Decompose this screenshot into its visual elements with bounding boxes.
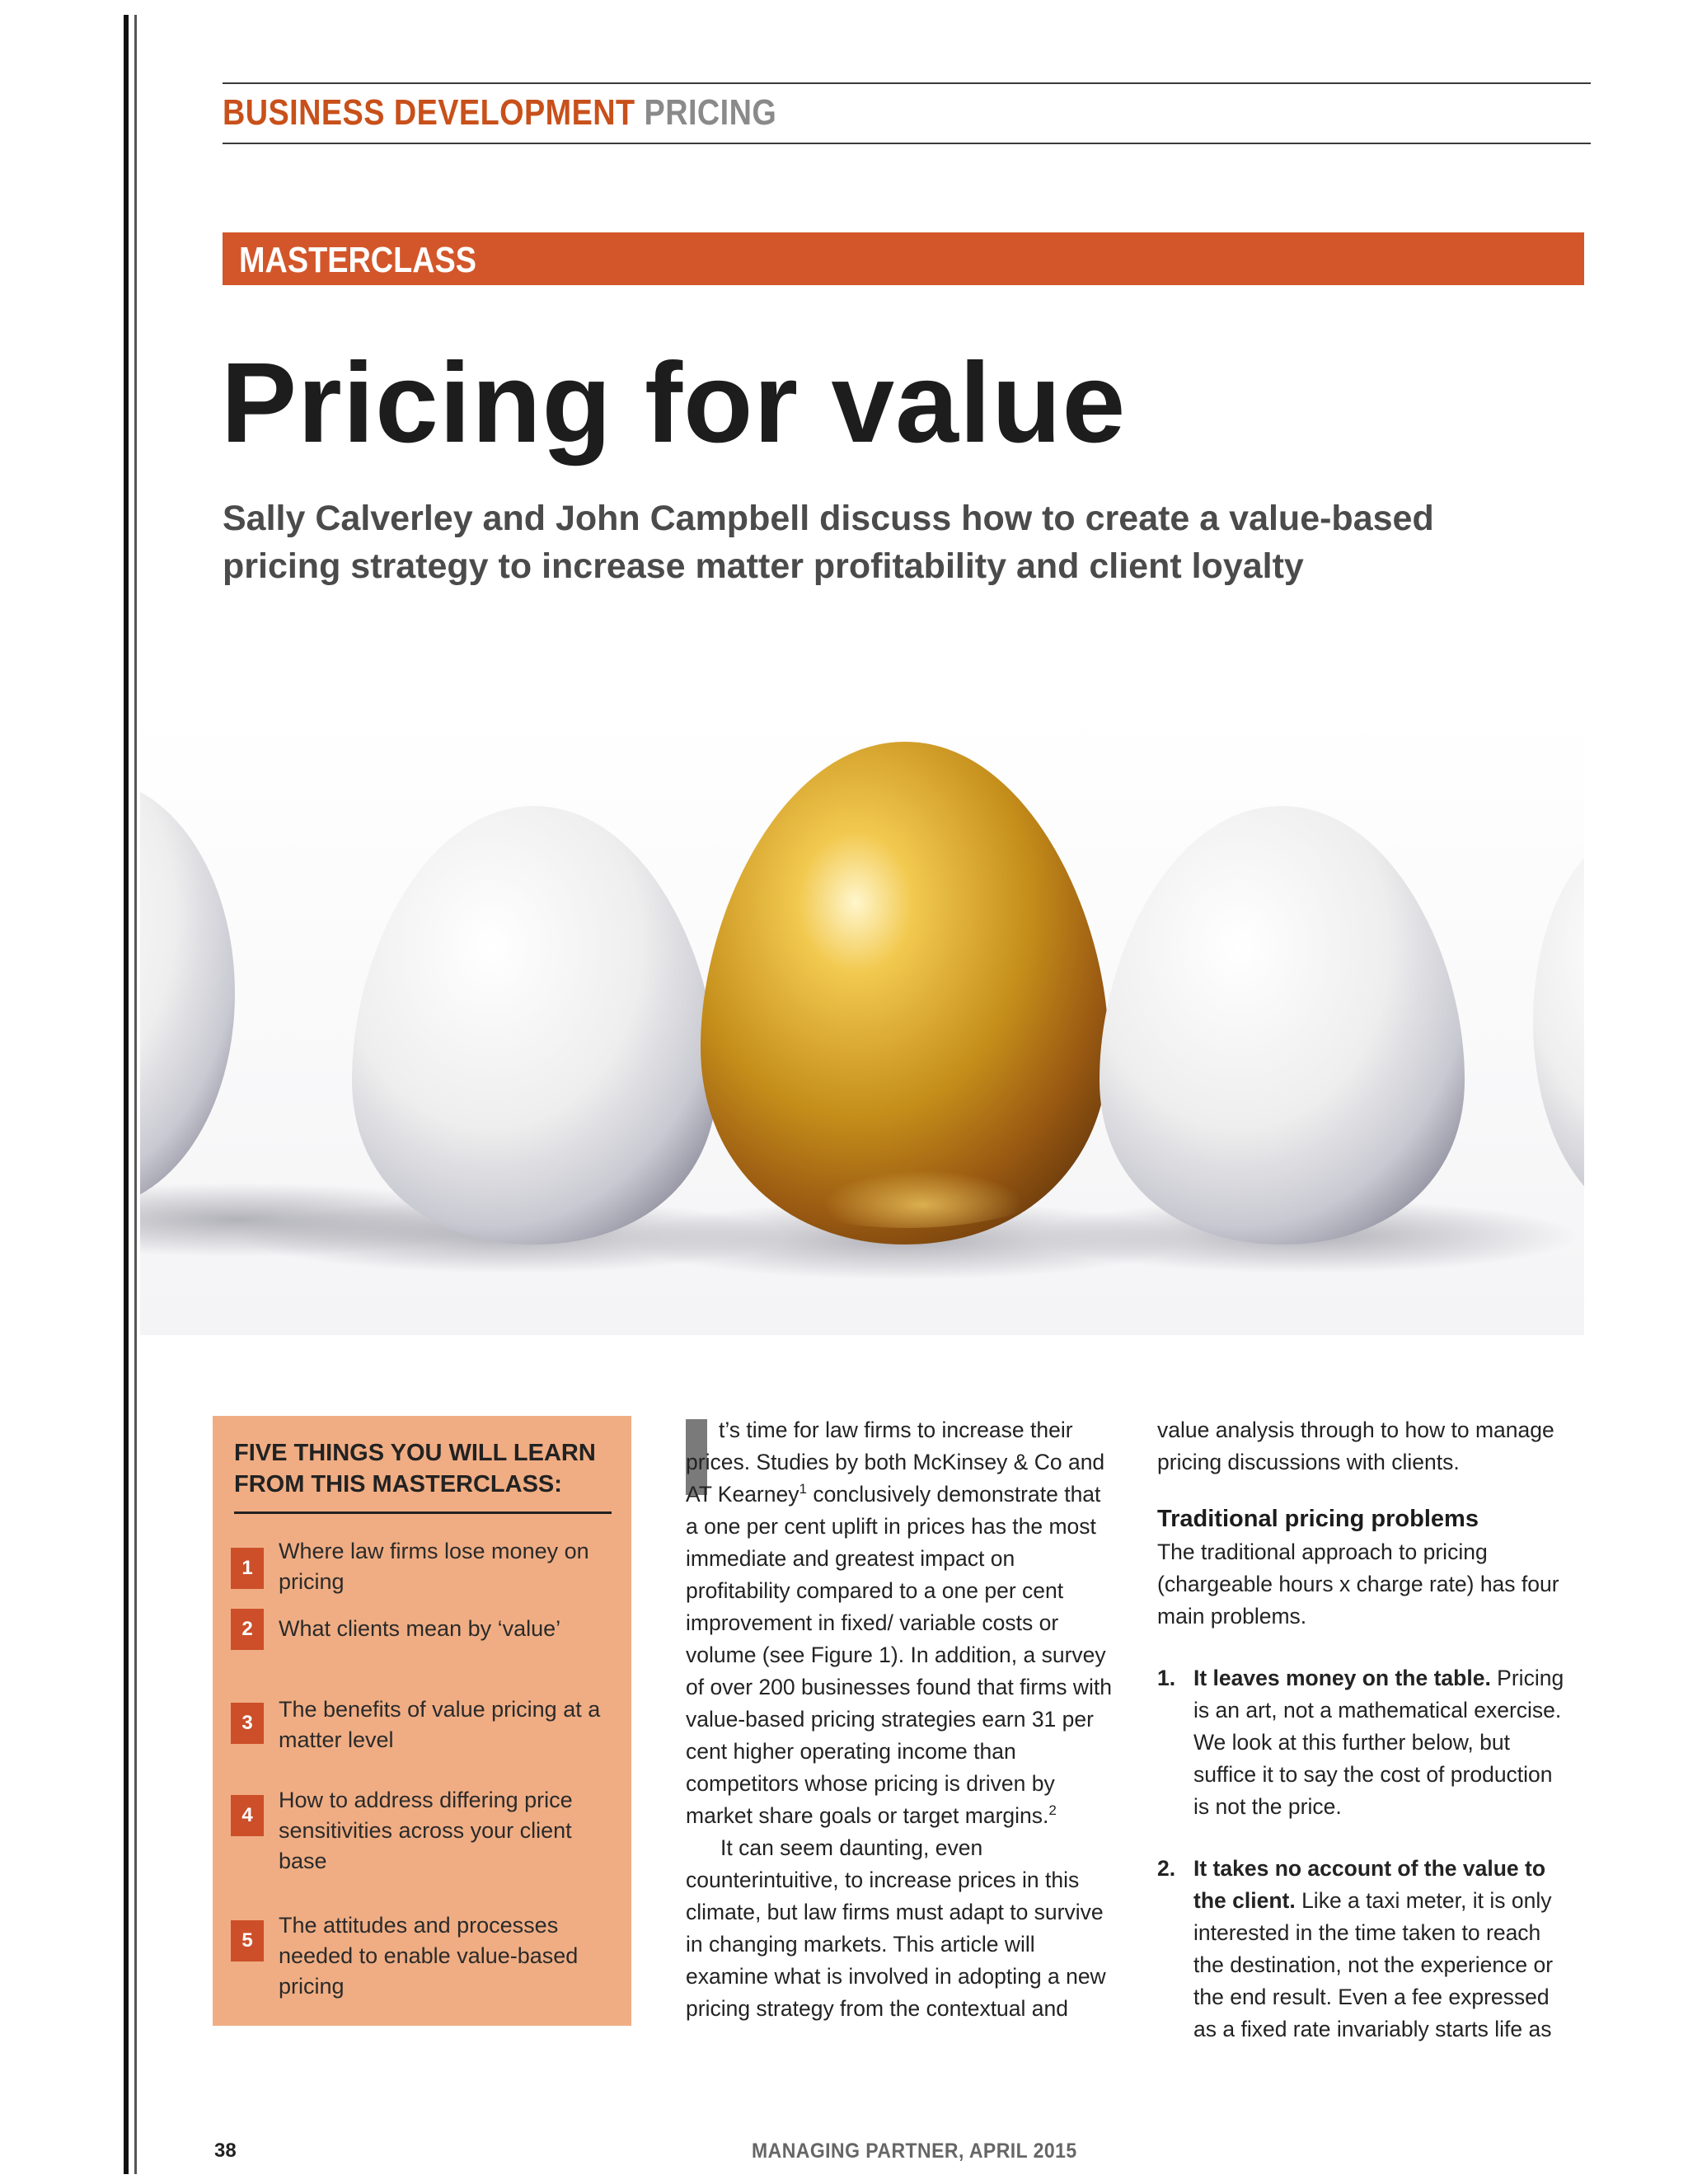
page-spine-line-inner — [134, 15, 137, 2174]
learning-item-number: 5 — [231, 1920, 264, 1961]
learning-item-number: 2 — [231, 1609, 264, 1650]
learning-item-text: How to address differing price sensitivities across your client base — [279, 1788, 573, 1873]
learning-item-number: 3 — [231, 1703, 264, 1744]
problem-number: 2. — [1157, 1856, 1176, 1881]
article-title: Pricing for value — [221, 340, 1127, 466]
golden-egg-glow — [742, 1113, 1071, 1228]
standfirst-line-1: Sally Calverley and John Campbell discuss how to create a value-based — [223, 499, 1434, 538]
learning-box-heading-line-2: FROM THIS MASTERCLASS: — [234, 1471, 562, 1497]
learning-item-text: The benefits of value pricing at a matter level — [279, 1697, 601, 1752]
footnote-ref: 2 — [1048, 1802, 1057, 1819]
page-number: 38 — [214, 2139, 237, 2162]
body-paragraph-1 — [686, 1414, 1114, 1832]
problem-lead: It leaves money on the table. — [1193, 1666, 1491, 1690]
problem-lead: It takes no account of the value to the client. — [1193, 1856, 1546, 1913]
header-rule-top — [223, 82, 1591, 84]
masterclass-banner — [223, 232, 1584, 285]
body-column-2 — [1157, 1414, 1569, 2046]
learning-box — [213, 1416, 631, 2026]
section-primary: BUSINESS DEVELOPMENT — [223, 92, 635, 133]
learning-item-text: The attitudes and processes needed to enable value-based pricing — [279, 1913, 579, 1999]
learning-item-text: Where law firms lose money on pricing — [279, 1539, 589, 1594]
learning-box-heading-line-1: FIVE THINGS YOU WILL LEARN — [234, 1440, 596, 1466]
problem-text: Pricing is an art, not a mathematical exercise. We look at this further below, but suffice it to say the cost of production is not the price. — [1193, 1666, 1564, 1819]
problem-item — [1157, 1662, 1569, 1823]
publication-footer: MANAGING PARTNER, APRIL 2015 — [752, 2139, 1077, 2163]
body-paragraph-2: It can seem daunting, even counterintuitive, to increase prices in this climate, but law firms must adapt to survive in changing markets. This article will examine what is involved in adopting a new pricing strategy from the contextual and — [686, 1835, 1106, 2021]
body-text: t’s time for law firms to increase their prices. Studies by both McKinsey & Co and AT Kearney — [686, 1418, 1105, 1507]
section-secondary: PRICING — [644, 92, 777, 133]
eggs-hero-image — [140, 709, 1584, 1335]
standfirst-line-2: pricing strategy to increase matter profitability and client loyalty — [223, 546, 1304, 586]
learning-item-number: 1 — [231, 1548, 264, 1589]
body-column-2-intro: value analysis through to how to manage pricing discussions with clients. — [1157, 1418, 1554, 1474]
problem-text: Like a taxi meter, it is only interested in the time taken to reach the destination, not the experience or the end result. Even a fee expressed as a fixed rate invariably starts life as — [1193, 1888, 1554, 2041]
learning-box-heading — [234, 1437, 612, 1514]
subheading: Traditional pricing problems — [1157, 1506, 1479, 1532]
page-spine-line — [124, 15, 129, 2174]
learning-item-text: What clients mean by ‘value’ — [279, 1616, 561, 1641]
header-rule-bottom — [223, 143, 1591, 144]
standfirst — [223, 494, 1541, 590]
subheading-text: The traditional approach to pricing (chargeable hours x charge rate) has four main problems. — [1157, 1540, 1559, 1629]
banner-label: MASTERCLASS — [239, 240, 477, 280]
learning-item-number: 4 — [231, 1795, 264, 1836]
problem-item — [1157, 1853, 1569, 2046]
body-column-1 — [686, 1414, 1114, 2025]
footnote-ref: 1 — [799, 1481, 807, 1497]
problem-number: 1. — [1157, 1666, 1176, 1690]
section-heading — [223, 92, 776, 134]
body-text: conclusively demonstrate that a one per cent uplift in prices has the most immediate and greatest impact on profitability compared to a one per cent improvement in fixed/ variable costs or volume (see Figure 1). In addition, a survey of over 200 businesses found that firms with value-based pricing strategies earn 31 per cent higher operating income than competitors whose pricing is driven by market share goals or target margins. — [686, 1482, 1113, 1828]
